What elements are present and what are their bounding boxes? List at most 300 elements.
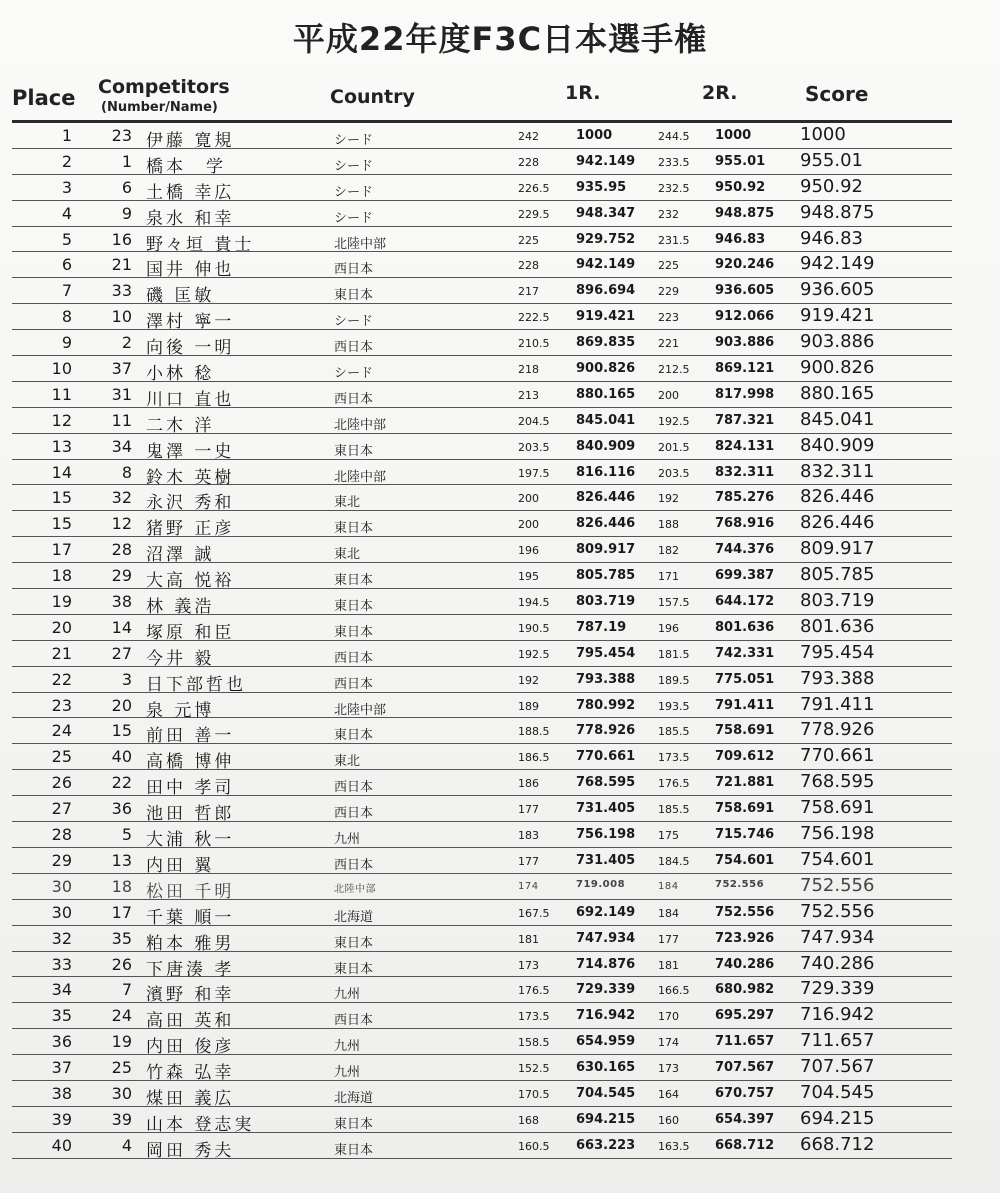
round-2-raw-cell: 212.5	[658, 363, 690, 377]
number-cell: 2	[121, 333, 132, 353]
header-competitors: Competitors	[98, 76, 230, 98]
country-cell: シード	[334, 314, 374, 330]
table-row	[12, 356, 952, 385]
round-2-score-cell: 791.411	[715, 697, 775, 713]
country-cell: シード	[334, 158, 374, 174]
table-row	[12, 900, 952, 926]
table-row	[12, 1133, 952, 1159]
name-cell: 国井 伸也	[146, 260, 235, 281]
place-cell: 39	[51, 1109, 72, 1129]
place-cell: 30	[51, 902, 72, 922]
final-score-cell: 936.605	[800, 279, 875, 301]
place-cell: 29	[51, 850, 72, 870]
country-cell: 西日本	[334, 1013, 374, 1029]
round-1-score-cell: 778.926	[576, 723, 636, 739]
round-1-score-cell: 793.388	[576, 671, 636, 687]
header-country: Country	[330, 86, 415, 108]
round-2-raw-cell: 181	[658, 958, 679, 972]
place-cell: 23	[51, 695, 72, 715]
number-cell: 29	[111, 566, 132, 586]
number-cell: 22	[111, 773, 132, 793]
number-cell: 33	[111, 281, 132, 301]
number-cell: 37	[111, 359, 132, 379]
name-cell: 林 義浩	[146, 597, 215, 618]
final-score-cell: 791.411	[800, 693, 875, 715]
country-cell: 北陸中部	[334, 883, 376, 895]
round-1-score-cell: 714.876	[576, 956, 636, 972]
round-2-score-cell: 758.691	[715, 723, 775, 739]
number-cell: 18	[111, 876, 132, 896]
name-cell: 野々垣 貴士	[146, 234, 255, 255]
number-cell: 9	[121, 203, 132, 223]
round-2-score-cell: 752.556	[715, 878, 765, 890]
round-2-score-cell: 775.051	[715, 671, 775, 687]
round-1-score-cell: 692.149	[576, 904, 636, 920]
final-score-cell: 826.446	[800, 486, 875, 508]
round-1-raw-cell: 152.5	[518, 1062, 550, 1076]
table-row	[12, 744, 952, 773]
round-2-raw-cell: 184.5	[658, 854, 690, 868]
round-2-score-cell: 768.916	[715, 516, 775, 532]
round-2-score-cell: 709.612	[715, 749, 775, 765]
round-2-score-cell: 832.311	[715, 464, 775, 480]
number-cell: 40	[111, 747, 132, 767]
name-cell: 田中 孝司	[146, 778, 235, 799]
final-score-cell: 754.601	[800, 848, 875, 870]
number-cell: 15	[111, 721, 132, 741]
country-cell: 西日本	[334, 806, 374, 822]
header-place: Place	[12, 86, 76, 110]
number-cell: 28	[111, 540, 132, 560]
country-cell: 九州	[334, 832, 361, 848]
place-cell: 9	[61, 333, 72, 353]
round-1-score-cell: 809.917	[576, 542, 636, 558]
final-score-cell: 729.339	[800, 978, 875, 1000]
final-score-cell: 919.421	[800, 305, 875, 327]
place-cell: 38	[51, 1083, 72, 1103]
round-2-score-cell: 670.757	[715, 1085, 775, 1101]
place-cell: 1	[61, 126, 72, 145]
country-cell: 北陸中部	[334, 702, 387, 718]
country-cell: 東北	[334, 754, 361, 770]
round-2-raw-cell: 173.5	[658, 751, 690, 765]
country-cell: 東日本	[334, 1116, 374, 1132]
table-row	[12, 1029, 952, 1058]
final-score-cell: 900.826	[800, 357, 875, 379]
round-2-raw-cell: 244.5	[658, 130, 690, 143]
round-1-score-cell: 803.719	[576, 594, 636, 610]
round-2-raw-cell: 232	[658, 207, 679, 221]
round-1-raw-cell: 173.5	[518, 1010, 550, 1024]
round-2-raw-cell: 223	[658, 311, 679, 325]
round-1-score-cell: 948.347	[576, 205, 636, 221]
name-cell: 池田 哲郎	[146, 804, 235, 825]
table-row	[12, 511, 952, 540]
name-cell: 岡田 秀夫	[146, 1140, 235, 1161]
number-cell: 32	[111, 488, 132, 508]
round-2-raw-cell: 160	[658, 1113, 679, 1127]
round-1-raw-cell: 173	[518, 958, 539, 972]
round-1-score-cell: 840.909	[576, 438, 636, 454]
round-1-score-cell: 826.446	[576, 516, 636, 532]
round-2-score-cell: 912.066	[715, 309, 775, 325]
round-2-score-cell: 903.886	[715, 335, 775, 351]
round-2-raw-cell: 185.5	[658, 725, 690, 739]
country-cell: 東日本	[334, 624, 374, 640]
round-1-raw-cell: 192.5	[518, 647, 550, 661]
final-score-cell: 948.875	[800, 201, 875, 223]
page-title: 平成22年度F3C日本選手権	[292, 20, 708, 58]
name-cell: 鈴木 英樹	[146, 467, 235, 488]
name-cell: 高橋 博伸	[146, 752, 235, 773]
round-2-score-cell: 955.01	[715, 153, 766, 169]
round-2-raw-cell: 185.5	[658, 803, 690, 817]
results-table	[12, 123, 952, 1159]
number-cell: 26	[111, 954, 132, 974]
round-1-score-cell: 731.405	[576, 852, 636, 868]
table-row	[12, 537, 952, 566]
round-2-raw-cell: 189.5	[658, 673, 690, 687]
round-1-raw-cell: 183	[518, 829, 539, 843]
round-1-raw-cell: 200	[518, 518, 539, 532]
place-cell: 15	[51, 488, 72, 508]
round-1-raw-cell: 194.5	[518, 596, 550, 610]
round-2-raw-cell: 232.5	[658, 181, 690, 195]
round-1-score-cell: 896.694	[576, 283, 636, 299]
table-row	[12, 434, 952, 460]
round-1-raw-cell: 197.5	[518, 466, 550, 480]
final-score-cell: 707.567	[800, 1056, 875, 1078]
table-row	[12, 563, 952, 592]
round-2-score-cell: 695.297	[715, 1008, 775, 1024]
country-cell: 東日本	[334, 1142, 374, 1158]
round-2-raw-cell: 231.5	[658, 233, 690, 247]
round-2-score-cell: 742.331	[715, 645, 775, 661]
country-cell: 九州	[334, 1065, 361, 1081]
country-cell: 東日本	[334, 935, 374, 951]
round-1-score-cell: 1000	[576, 128, 613, 143]
round-1-raw-cell: 222.5	[518, 311, 550, 325]
round-1-raw-cell: 170.5	[518, 1087, 550, 1101]
name-cell: 大浦 秋一	[146, 830, 235, 851]
header-round-2: 2R.	[702, 82, 738, 104]
country-cell: 西日本	[334, 391, 374, 407]
name-cell: 日下部哲也	[146, 674, 246, 695]
round-2-score-cell: 824.131	[715, 438, 775, 454]
final-score-cell: 758.691	[800, 797, 875, 819]
final-score-cell: 1000	[800, 124, 846, 145]
final-score-cell: 826.446	[800, 512, 875, 534]
name-cell: 泉 元博	[146, 700, 215, 721]
name-cell: 橋本 学	[146, 156, 226, 177]
place-cell: 34	[51, 980, 72, 1000]
table-row	[12, 770, 952, 799]
number-cell: 38	[111, 592, 132, 612]
number-cell: 31	[111, 384, 132, 404]
table-row	[12, 1081, 952, 1107]
country-cell: シード	[334, 366, 374, 382]
round-2-score-cell: 752.556	[715, 904, 775, 920]
number-cell: 14	[111, 617, 132, 637]
round-2-score-cell: 754.601	[715, 852, 775, 868]
final-score-cell: 668.712	[800, 1133, 875, 1155]
round-1-raw-cell: 189	[518, 699, 539, 713]
number-cell: 7	[121, 980, 132, 1000]
final-score-cell: 903.886	[800, 331, 875, 353]
final-score-cell: 845.041	[800, 408, 875, 430]
round-1-score-cell: 716.942	[576, 1008, 636, 1024]
table-row	[12, 408, 952, 434]
round-2-raw-cell: 171	[658, 570, 679, 584]
round-2-raw-cell: 203.5	[658, 466, 690, 480]
name-cell: 煤田 義広	[146, 1088, 235, 1109]
round-2-raw-cell: 193.5	[658, 699, 690, 713]
country-cell: 北海道	[334, 1090, 374, 1106]
round-2-score-cell: 711.657	[715, 1034, 775, 1050]
number-cell: 39	[111, 1109, 132, 1129]
place-cell: 5	[61, 229, 72, 249]
round-2-score-cell: 721.881	[715, 775, 775, 791]
final-score-cell: 752.556	[800, 900, 875, 922]
place-cell: 26	[51, 773, 72, 793]
country-cell: 西日本	[334, 857, 374, 873]
table-row	[12, 589, 952, 618]
header-score: Score	[805, 82, 869, 106]
round-2-score-cell: 680.982	[715, 982, 775, 998]
final-score-cell: 809.917	[800, 538, 875, 560]
country-cell: 北陸中部	[334, 236, 387, 252]
final-score-cell: 840.909	[800, 434, 875, 456]
round-1-raw-cell: 186.5	[518, 751, 550, 765]
final-score-cell: 955.01	[800, 149, 863, 171]
round-2-raw-cell: 177	[658, 932, 679, 946]
name-cell: 千葉 順一	[146, 907, 235, 928]
final-score-cell: 946.83	[800, 227, 863, 249]
round-2-raw-cell: 233.5	[658, 155, 690, 169]
round-1-raw-cell: 158.5	[518, 1036, 550, 1050]
round-1-score-cell: 919.421	[576, 309, 636, 325]
round-1-score-cell: 795.454	[576, 645, 636, 661]
round-2-raw-cell: 164	[658, 1087, 679, 1101]
name-cell: 磯 匡敏	[146, 286, 215, 307]
round-2-raw-cell: 163.5	[658, 1139, 690, 1153]
round-2-score-cell: 948.875	[715, 205, 775, 221]
table-row	[12, 304, 952, 333]
round-1-raw-cell: 213	[518, 388, 539, 402]
round-1-score-cell: 747.934	[576, 930, 636, 946]
round-1-raw-cell: 204.5	[518, 414, 550, 428]
round-2-raw-cell: 201.5	[658, 440, 690, 454]
round-2-score-cell: 946.83	[715, 231, 766, 247]
number-cell: 13	[111, 850, 132, 870]
place-cell: 15	[51, 514, 72, 534]
final-score-cell: 795.454	[800, 641, 875, 663]
country-cell: 西日本	[334, 780, 374, 796]
place-cell: 4	[61, 203, 72, 223]
country-cell: 北陸中部	[334, 469, 387, 485]
place-cell: 12	[51, 410, 72, 430]
round-2-score-cell: 668.712	[715, 1137, 775, 1153]
table-row	[12, 149, 952, 175]
number-cell: 12	[111, 514, 132, 534]
country-cell: 東日本	[334, 521, 374, 537]
round-1-score-cell: 816.116	[576, 464, 636, 480]
round-1-score-cell: 935.95	[576, 179, 627, 195]
table-row	[12, 227, 952, 253]
final-score-cell: 768.595	[800, 771, 875, 793]
table-row	[12, 485, 952, 514]
table-row	[12, 977, 952, 1006]
name-cell: 沼澤 誠	[146, 545, 215, 566]
final-score-cell: 694.215	[800, 1107, 875, 1129]
round-2-raw-cell: 170	[658, 1010, 679, 1024]
country-cell: 九州	[334, 1039, 361, 1055]
round-2-raw-cell: 182	[658, 544, 679, 558]
table-row	[12, 278, 952, 307]
country-cell: 東日本	[334, 728, 374, 744]
name-cell: 山本 登志実	[146, 1114, 255, 1135]
round-2-raw-cell: 174	[658, 1036, 679, 1050]
round-2-score-cell: 950.92	[715, 179, 766, 195]
final-score-cell: 805.785	[800, 564, 875, 586]
round-1-raw-cell: 174	[518, 880, 539, 892]
place-cell: 37	[51, 1058, 72, 1078]
round-1-score-cell: 663.223	[576, 1137, 636, 1153]
round-2-score-cell: 785.276	[715, 490, 775, 506]
final-score-cell: 716.942	[800, 1004, 875, 1026]
round-2-score-cell: 758.691	[715, 801, 775, 817]
round-2-score-cell: 817.998	[715, 386, 775, 402]
name-cell: 内田 俊彦	[146, 1037, 235, 1058]
number-cell: 25	[111, 1058, 132, 1078]
round-1-score-cell: 731.405	[576, 801, 636, 817]
table-row	[12, 641, 952, 667]
header-round-1: 1R.	[565, 82, 601, 104]
round-1-raw-cell: 196	[518, 544, 539, 558]
round-2-score-cell: 744.376	[715, 542, 775, 558]
number-cell: 30	[111, 1083, 132, 1103]
round-1-raw-cell: 177	[518, 803, 539, 817]
round-1-score-cell: 880.165	[576, 386, 636, 402]
round-1-score-cell: 826.446	[576, 490, 636, 506]
table-row	[12, 718, 952, 747]
round-1-score-cell: 929.752	[576, 231, 636, 247]
name-cell: 前田 善一	[146, 726, 235, 747]
country-cell: シード	[334, 210, 374, 226]
place-cell: 3	[61, 177, 72, 197]
number-cell: 11	[111, 410, 132, 430]
number-cell: 16	[111, 229, 132, 249]
round-1-raw-cell: 242	[518, 130, 539, 143]
name-cell: 竹森 弘幸	[146, 1063, 235, 1084]
place-cell: 33	[51, 954, 72, 974]
country-cell: 東日本	[334, 443, 374, 459]
table-row	[12, 693, 952, 719]
table-row	[12, 874, 952, 900]
round-1-raw-cell: 203.5	[518, 440, 550, 454]
place-cell: 36	[51, 1032, 72, 1052]
place-cell: 18	[51, 566, 72, 586]
country-cell: シード	[334, 133, 374, 148]
name-cell: 伊藤 寛規	[146, 131, 235, 151]
name-cell: 高田 英和	[146, 1011, 235, 1032]
country-cell: 東日本	[334, 573, 374, 589]
table-row	[12, 330, 952, 359]
round-2-score-cell: 723.926	[715, 930, 775, 946]
round-1-raw-cell: 188.5	[518, 725, 550, 739]
round-2-raw-cell: 175	[658, 829, 679, 843]
name-cell: 二木 洋	[146, 415, 215, 436]
round-2-raw-cell: 181.5	[658, 647, 690, 661]
name-cell: 内田 翼	[146, 855, 215, 876]
round-2-raw-cell: 157.5	[658, 596, 690, 610]
country-cell: 西日本	[334, 262, 374, 278]
number-cell: 8	[121, 462, 132, 482]
table-row	[12, 667, 952, 693]
round-1-raw-cell: 226.5	[518, 181, 550, 195]
round-2-score-cell: 654.397	[715, 1111, 775, 1127]
number-cell: 6	[121, 177, 132, 197]
round-1-raw-cell: 177	[518, 854, 539, 868]
round-2-raw-cell: 200	[658, 388, 679, 402]
round-2-score-cell: 715.746	[715, 827, 775, 843]
number-cell: 4	[121, 1135, 132, 1155]
name-cell: 永沢 秀和	[146, 493, 235, 514]
name-cell: 小林 稔	[146, 364, 215, 385]
name-cell: 今井 毅	[146, 648, 215, 669]
round-1-score-cell: 845.041	[576, 412, 636, 428]
country-cell: 東日本	[334, 961, 374, 977]
round-2-raw-cell: 225	[658, 259, 679, 273]
round-1-score-cell: 942.149	[576, 257, 636, 273]
table-row	[12, 1055, 952, 1084]
round-1-raw-cell: 190.5	[518, 621, 550, 635]
round-2-raw-cell: 196	[658, 621, 679, 635]
place-cell: 25	[51, 747, 72, 767]
round-2-raw-cell: 192.5	[658, 414, 690, 428]
place-cell: 7	[61, 281, 72, 301]
place-cell: 6	[61, 255, 72, 275]
round-2-score-cell: 699.387	[715, 568, 775, 584]
place-cell: 10	[51, 359, 72, 379]
number-cell: 36	[111, 799, 132, 819]
round-2-raw-cell: 184	[658, 906, 679, 920]
place-cell: 27	[51, 799, 72, 819]
name-cell: 川口 直也	[146, 389, 235, 410]
country-cell: 東日本	[334, 288, 374, 304]
header-competitors-sub: (Number/Name)	[101, 100, 218, 115]
round-1-raw-cell: 186	[518, 777, 539, 791]
round-2-raw-cell: 176.5	[658, 777, 690, 791]
number-cell: 35	[111, 928, 132, 948]
round-1-raw-cell: 225	[518, 233, 539, 247]
country-cell: 北陸中部	[334, 417, 387, 433]
round-1-score-cell: 694.215	[576, 1111, 636, 1127]
round-2-raw-cell: 166.5	[658, 984, 690, 998]
number-cell: 23	[111, 126, 132, 145]
round-1-score-cell: 770.661	[576, 749, 636, 765]
round-2-raw-cell: 221	[658, 337, 679, 351]
round-2-score-cell: 707.567	[715, 1060, 775, 1076]
place-cell: 19	[51, 592, 72, 612]
name-cell: 松田 千明	[146, 881, 235, 902]
number-cell: 5	[121, 825, 132, 845]
round-1-raw-cell: 228	[518, 259, 539, 273]
table-row	[12, 926, 952, 952]
place-cell: 21	[51, 643, 72, 663]
table-row	[12, 796, 952, 825]
round-1-score-cell: 869.835	[576, 335, 636, 351]
